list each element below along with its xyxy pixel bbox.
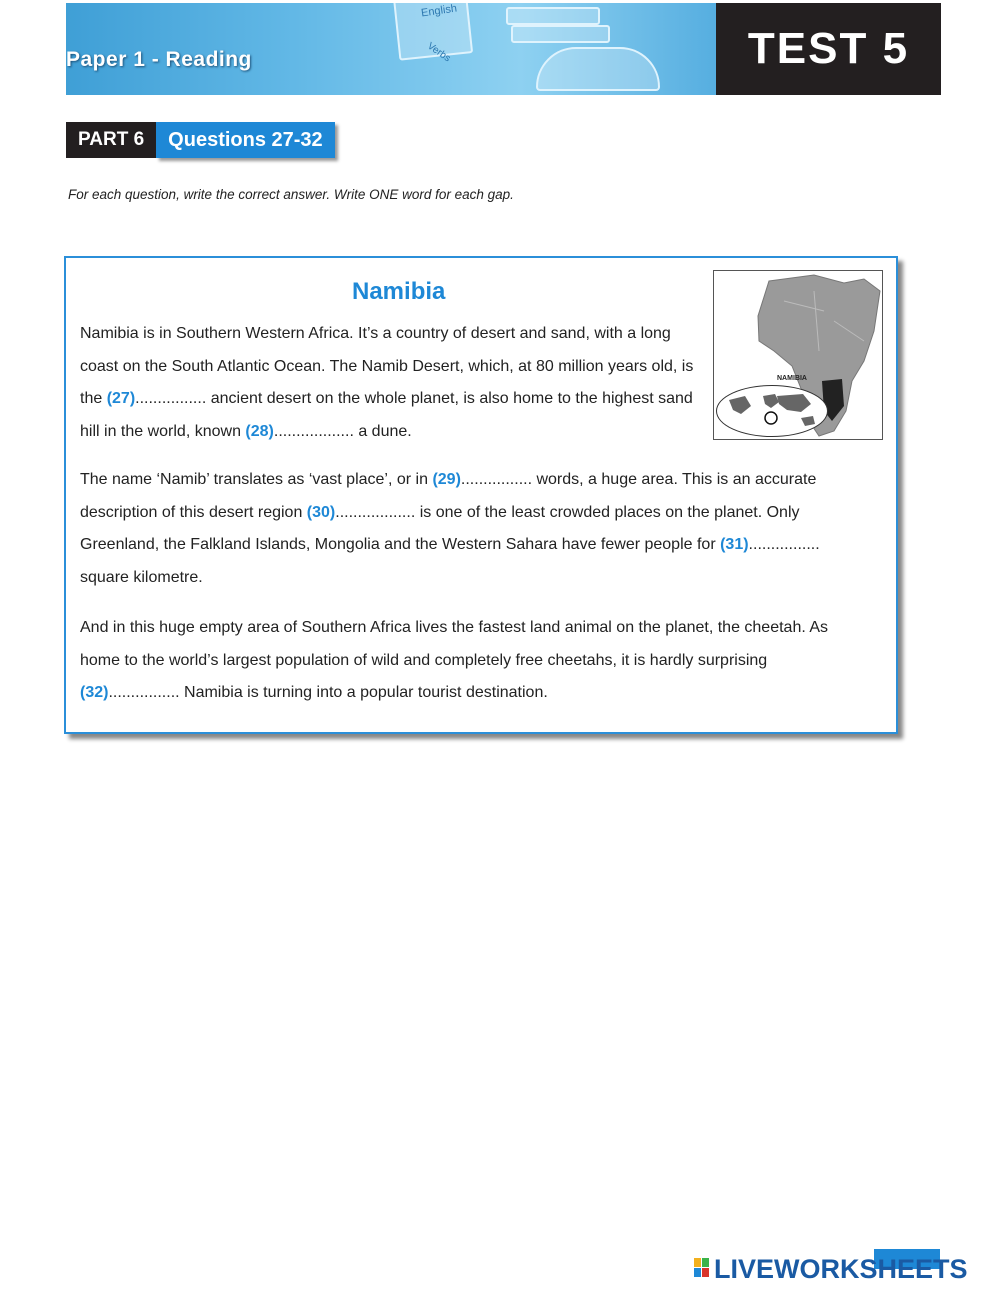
text-run: Namibia is turning into a popular tourist destination.	[179, 684, 548, 701]
text-run: The name ‘Namib’ translates as ‘vast place’, or in	[80, 471, 433, 488]
header-banner	[66, 3, 941, 95]
part-number: PART 6	[66, 122, 156, 158]
test-label: TEST 5	[747, 24, 910, 73]
gap-30-dots[interactable]: ..................	[335, 503, 416, 521]
world-map-inset	[716, 385, 828, 437]
banner-illustration	[66, 3, 716, 95]
paper-title: Paper 1 - Reading	[66, 48, 252, 71]
book-stack-icon	[506, 7, 600, 25]
paragraph-3	[80, 612, 870, 710]
text-run: square kilometre.	[80, 568, 203, 586]
gap-28-dots[interactable]: ..................	[273, 422, 354, 440]
gap-number-27: (27)	[106, 390, 136, 407]
text-run: ancient desert on the whole planet, is also home to the highest sand hill in the world, known	[80, 390, 693, 440]
article-box	[64, 256, 898, 734]
gap-number-30: (30)	[306, 503, 336, 521]
paragraph-1	[80, 318, 700, 448]
banner-book-label: Verbs	[425, 40, 453, 65]
article-title: Namibia	[352, 278, 446, 305]
book-stack-icon	[511, 25, 610, 43]
liveworksheets-logo-icon	[694, 1258, 710, 1278]
test-label-box	[716, 3, 941, 95]
text-run: words, a huge area. This is an accurate description of this desert region	[80, 471, 817, 521]
map-label: NAMIBIA	[777, 375, 807, 382]
gap-number-31: (31)	[720, 536, 749, 553]
gap-27-dots[interactable]: ................	[135, 390, 207, 407]
text-run: Namibia is in Southern Western Africa. It’s a country of desert and sand, with a long coast on the South Atlantic Ocean. The Namib Desert, which, at 80 million years old, is the	[80, 325, 694, 407]
gap-31-dots[interactable]: ................	[748, 536, 820, 553]
gap-29-dots[interactable]: ................	[460, 471, 533, 488]
gap-number-29: (29)	[432, 471, 461, 488]
banner-book-label: English	[420, 3, 458, 20]
part-questions: Questions 27-32	[156, 122, 335, 158]
text-run: a dune.	[353, 422, 412, 440]
globe-icon	[717, 386, 827, 436]
text-run: is one of the least crowded places on the planet. Only Greenland, the Falkland Islands, Mongolia and the Western Sahara have fewer people for	[80, 503, 800, 553]
paragraph-2	[80, 464, 870, 594]
open-book-icon	[536, 47, 660, 91]
gap-32-dots[interactable]: ................	[108, 684, 180, 701]
namibia-map	[713, 270, 883, 440]
footer-brand[interactable]: LIVEWORKSHEETS	[714, 1254, 968, 1284]
text-run: And in this huge empty area of Southern Africa lives the fastest land animal on the planet, the cheetah. As home to the world’s largest population of wild and completely free cheetahs, it is hardly surprising	[80, 619, 829, 669]
gap-number-32: (32)	[80, 684, 109, 701]
instruction-text: For each question, write the correct answer. Write ONE word for each gap.	[68, 187, 514, 202]
part-header	[66, 122, 335, 158]
gap-number-28: (28)	[245, 422, 274, 440]
